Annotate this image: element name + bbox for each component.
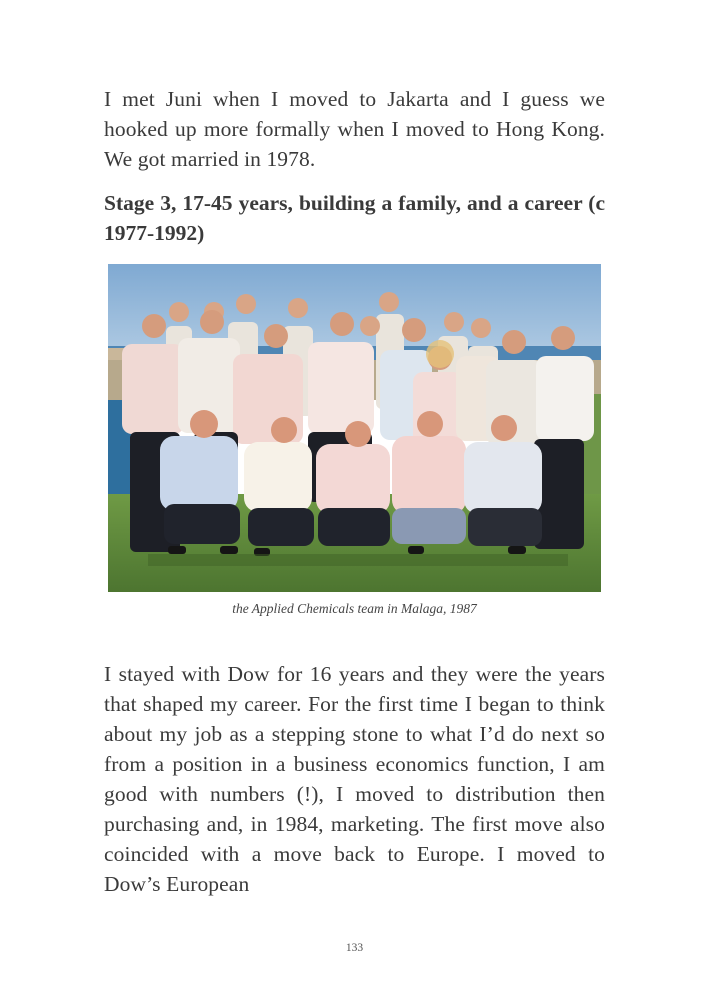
team-photo	[108, 264, 601, 592]
body-paragraph-2: I stayed with Dow for 16 years and they were the years that shaped my career. For the first time I began to think about my job as a stepping stone to what I’d do next so from a position in a business economics function, I am good with numbers (!), I moved to distribution then purchasing and, in 1984, marketing. The first move also coincided with a move back to Europe. I moved to Dow’s European	[104, 662, 605, 896]
photo-caption: the Applied Chemicals team in Malaga, 1987	[232, 601, 477, 616]
page-number: 133	[345, 942, 364, 954]
body-paragraph-1: I met Juni when I moved to Jakarta and I guess we hooked up more formally when I moved to Hong Kong. We got married in 1978.	[104, 87, 605, 171]
section-heading: Stage 3, 17-45 years, building a family, and a career (c 1977-1992)	[104, 191, 605, 245]
